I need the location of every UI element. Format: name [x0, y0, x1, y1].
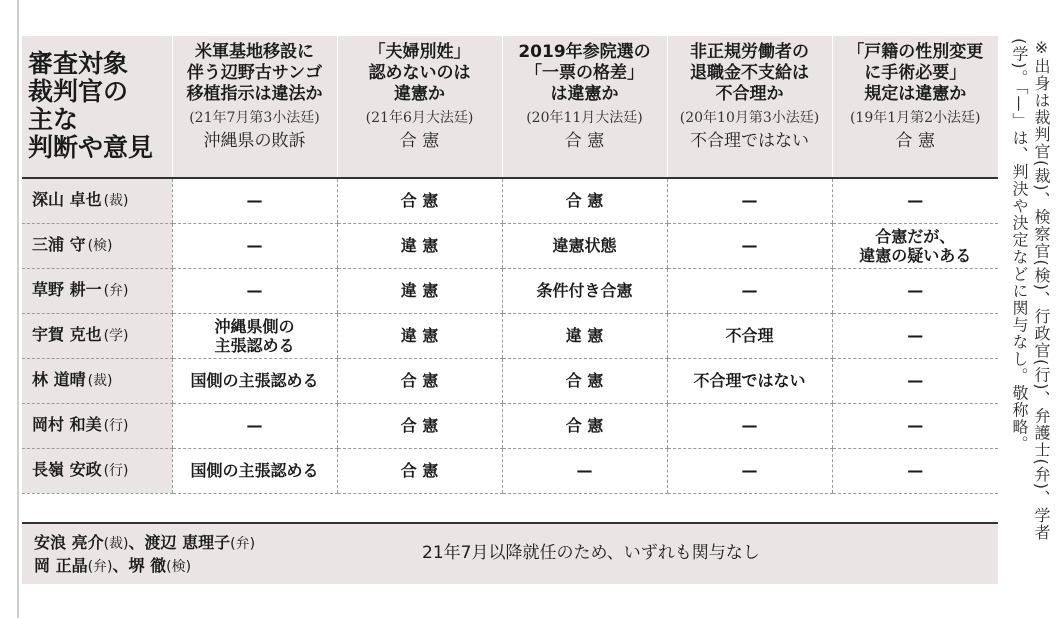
case-header-0 — [172, 36, 337, 178]
opinion-text: 合 憲 — [400, 416, 439, 435]
opinion-cell — [667, 403, 832, 448]
opinion-cell — [337, 178, 502, 223]
opinion-text: 合 憲 — [565, 191, 604, 211]
header-row — [22, 36, 998, 178]
footer-line-1 — [34, 532, 255, 555]
opinion-text: 違 憲 — [565, 326, 604, 345]
judge-name: 安浪 亮介 — [34, 533, 104, 552]
judge-name: 宇賀 克也 — [32, 325, 102, 344]
judge-row — [22, 403, 998, 448]
opinion-cell — [337, 358, 502, 403]
opinion-cell — [337, 268, 502, 313]
separator: 、 — [128, 533, 145, 552]
opinion-cell — [172, 358, 337, 403]
opinion-cell — [667, 358, 832, 403]
judge-row — [22, 223, 998, 268]
opinion-text: — — [576, 461, 593, 480]
opinion-cell — [832, 268, 998, 313]
opinion-cell — [172, 268, 337, 313]
separator: 、 — [112, 556, 129, 575]
opinion-cell — [337, 403, 502, 448]
opinion-cell — [832, 403, 998, 448]
opinion-text: 国側の主張認める — [190, 371, 319, 390]
opinion-cell — [337, 313, 502, 358]
opinion-cell — [502, 358, 667, 403]
case-title: 2019年参院選の 「一票の格差」 は違憲か — [518, 42, 651, 104]
case-court: (21年7月第3小法廷) — [189, 110, 320, 126]
opinion-text: — — [246, 416, 263, 435]
opinion-text: — — [907, 281, 924, 300]
opinion-text: 合 憲 — [400, 461, 439, 480]
judge-row — [22, 178, 998, 223]
case-court: (19年1月第2小法廷) — [849, 110, 981, 126]
case-header-3 — [667, 36, 832, 178]
opinion-text: — — [246, 236, 263, 255]
case-result: 沖縄県の敗訴 — [203, 131, 306, 151]
not-involved-judges — [34, 532, 255, 578]
opinion-text: — — [907, 371, 924, 390]
judge-name-cell — [22, 268, 172, 313]
opinion-cell — [667, 268, 832, 313]
opinion-text: 国側の主張認める — [190, 461, 319, 480]
case-result: 合 憲 — [895, 131, 935, 151]
opinion-text: 合 憲 — [565, 371, 604, 390]
judge-origin: (行) — [103, 418, 129, 434]
opinion-cell — [502, 223, 667, 268]
opinion-text: 違憲状態 — [552, 236, 617, 255]
opinion-text: 違 憲 — [400, 326, 439, 345]
judge-name-cell — [22, 313, 172, 358]
judge-name: 深山 卓也 — [32, 190, 102, 210]
opinion-cell — [832, 313, 998, 358]
case-title: 「夫婦別姓」 認めないのは 違憲か — [368, 42, 471, 104]
opinion-text: — — [907, 326, 924, 345]
judge-row — [22, 358, 998, 403]
case-result: 合 憲 — [564, 131, 605, 151]
judge-name: 草野 耕一 — [32, 280, 102, 299]
opinion-cell — [172, 178, 337, 223]
opinion-cell — [172, 223, 337, 268]
opinion-text: 合 憲 — [400, 371, 439, 390]
judge-origin: (検) — [166, 559, 192, 575]
opinion-text: — — [246, 191, 263, 211]
opinion-text: 違 憲 — [400, 281, 439, 300]
opinion-text: — — [246, 281, 263, 300]
case-court: (20年10月第3小法廷) — [679, 110, 820, 126]
not-involved-note: 21年7月以降就任のため、いずれも関与なし — [422, 543, 760, 563]
judge-name-cell — [22, 448, 172, 493]
case-court: (20年11月大法廷) — [526, 110, 643, 126]
opinion-text: 合 憲 — [565, 416, 604, 435]
case-header-2 — [502, 36, 667, 178]
opinion-cell — [832, 448, 998, 493]
judge-origin: (裁) — [103, 193, 129, 210]
judge-name: 渡辺 恵理子 — [144, 533, 231, 552]
judge-name-cell — [22, 358, 172, 403]
opinion-cell — [502, 268, 667, 313]
opinion-cell — [832, 223, 998, 268]
opinion-cell — [337, 448, 502, 493]
judge-origin: (行) — [103, 463, 129, 479]
opinion-cell — [667, 178, 832, 223]
opinion-text: 合 憲 — [400, 191, 439, 211]
opinion-cell — [667, 223, 832, 268]
opinion-cell — [502, 448, 667, 493]
judge-name: 長嶺 安政 — [32, 460, 102, 479]
left-border-line — [17, 0, 19, 618]
judge-name: 林 道晴 — [32, 370, 86, 389]
opinion-cell — [502, 313, 667, 358]
review-table-graphic — [22, 36, 998, 584]
case-result: 不合理ではない — [690, 131, 809, 151]
corner-header-cell — [22, 36, 172, 178]
opinion-cell — [502, 403, 667, 448]
judges-ruling-table — [22, 36, 998, 494]
opinion-cell — [502, 178, 667, 223]
judge-name: 堺 徹 — [128, 556, 167, 575]
judge-row — [22, 313, 998, 358]
opinion-text: — — [907, 461, 924, 480]
opinion-text: — — [741, 191, 758, 211]
judge-name-cell — [22, 223, 172, 268]
judge-origin: (検) — [87, 238, 113, 254]
vertical-footnote: ※出身は裁判官(裁)、検察官(検)、行政官(行)、弁護士(弁)、学者(学)。「—」は、判決や決定などに関与なし。敬称略。 — [1010, 38, 1051, 541]
judge-name-cell — [22, 403, 172, 448]
judge-row — [22, 268, 998, 313]
case-result: 合 憲 — [399, 131, 440, 151]
opinion-cell — [172, 403, 337, 448]
case-court: (21年6月大法廷) — [365, 110, 474, 126]
opinion-text: 合憲だが、 違憲の疑いある — [859, 226, 972, 265]
judge-origin: (弁) — [230, 536, 256, 552]
case-header-1 — [337, 36, 502, 178]
opinion-text: 不合理 — [725, 326, 774, 345]
footer-line-2 — [34, 555, 255, 578]
judge-name-cell — [22, 178, 172, 223]
judge-name: 岡 正晶 — [34, 556, 88, 575]
judge-origin: (弁) — [87, 559, 113, 575]
opinion-text: — — [741, 281, 758, 300]
opinion-text: — — [741, 236, 758, 255]
opinion-text: — — [907, 416, 924, 435]
judge-row — [22, 448, 998, 493]
judge-origin: (弁) — [103, 283, 129, 299]
opinion-text: — — [741, 416, 758, 435]
opinion-cell — [667, 448, 832, 493]
opinion-cell — [832, 178, 998, 223]
case-title: 米軍基地移設に 伴う辺野古サンゴ 移植指示は違法か — [186, 42, 323, 104]
not-involved-footer — [22, 522, 998, 584]
opinion-text: 沖縄県側の 主張認める — [214, 316, 295, 355]
case-title: 非正規労働者の 退職金不支給は 不合理か — [690, 42, 809, 104]
opinion-cell — [832, 358, 998, 403]
opinion-text: — — [907, 191, 924, 211]
judge-origin: (裁) — [87, 373, 113, 389]
case-title: 「戸籍の性別変更 に手術必要」 規定は違憲か — [847, 42, 984, 104]
judge-name: 岡村 和美 — [32, 415, 102, 434]
opinion-cell — [172, 313, 337, 358]
corner-header-text: 審査対象 裁判官の 主な 判断や意見 — [28, 49, 154, 162]
judge-name: 三浦 守 — [32, 235, 86, 254]
opinion-cell — [667, 313, 832, 358]
case-header-4 — [832, 36, 998, 178]
opinion-cell — [172, 448, 337, 493]
opinion-cell — [337, 223, 502, 268]
opinion-text: 違 憲 — [400, 236, 439, 255]
opinion-text: 不合理ではない — [693, 371, 806, 390]
opinion-text: — — [741, 461, 758, 480]
judge-origin: (裁) — [103, 536, 129, 552]
judge-origin: (学) — [103, 328, 129, 344]
opinion-text: 条件付き合憲 — [536, 281, 633, 300]
